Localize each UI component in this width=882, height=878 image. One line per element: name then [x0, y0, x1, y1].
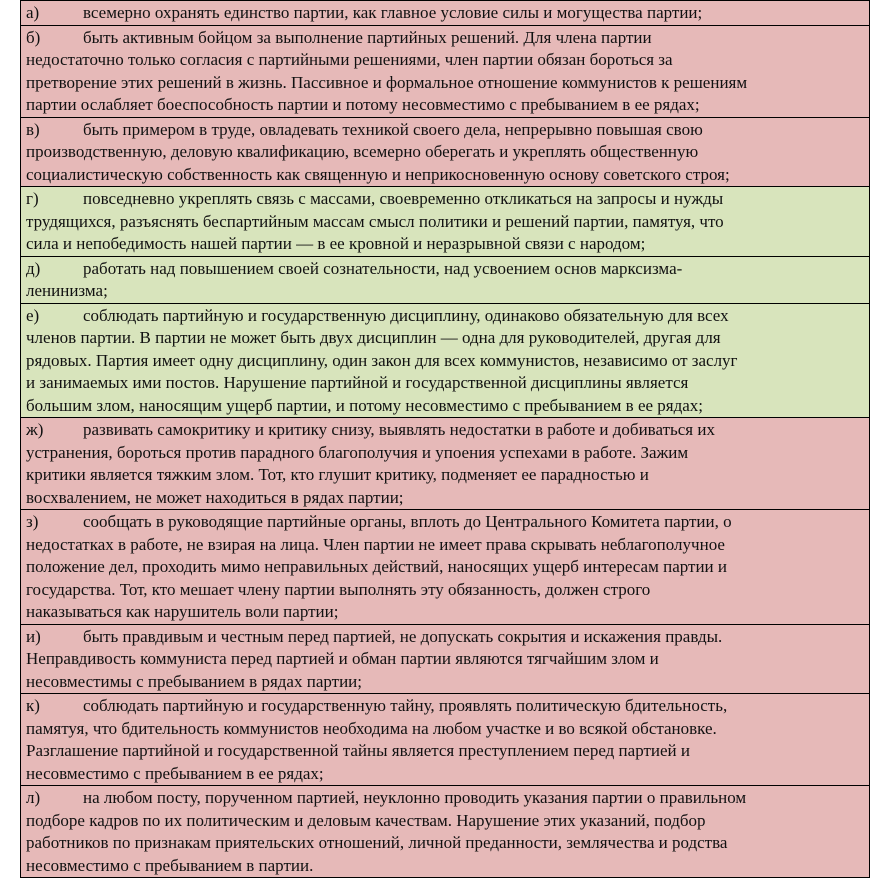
item-text: государства. Тот, кто мешает члену партии выполнять эту обязанность, должен строго — [26, 579, 651, 599]
item-text: сила и непобедимость нашей партии — в ее кровной и неразрывной связи с народом; — [26, 234, 646, 253]
item-text: сообщать в руководящие партийные органы, вплоть до Центрального Комитета партии, о — [83, 512, 732, 531]
item-text: быть правдивым и честным перед партией, не допускать сокрытия и искажения правды. — [83, 626, 723, 646]
text-line — [26, 258, 863, 281]
table-row — [21, 624, 869, 694]
item-text: несовместимы с пребыванием в рядах партии; — [26, 671, 362, 691]
item-label: з) — [26, 512, 39, 531]
item-text: несовместимо с пребыванием в ее рядах; — [26, 763, 324, 783]
item-text: недостаточно только согласия с партийными решениями, член партии обязан бороться за — [26, 50, 673, 69]
item-text: соблюдать партийную и государственную дисциплину, одинаково обязательную для всех — [83, 305, 729, 325]
item-label: л) — [26, 788, 41, 807]
text-line — [26, 464, 863, 487]
text-line — [26, 787, 863, 810]
text-line — [26, 233, 863, 256]
duties-table — [20, 0, 870, 878]
text-line — [26, 832, 863, 855]
text-line — [26, 855, 863, 878]
item-label: и) — [26, 626, 41, 646]
text-line — [26, 601, 863, 624]
item-text: социалистическую собственность как священную и неприкосновенную основу советского строя; — [26, 164, 730, 184]
table-row — [21, 693, 869, 785]
item-text: критики является тяжким злом. Тот, кто глушит критику, подменяет ее парадностью и — [26, 465, 649, 484]
text-line — [26, 188, 863, 211]
table-row — [21, 256, 869, 303]
item-text: ленинизма; — [26, 281, 108, 300]
text-line — [26, 305, 863, 328]
item-text: работников по признакам приятельских отношений, личной преданности, землячества и родства — [26, 833, 728, 852]
item-label: б) — [26, 27, 41, 47]
text-line — [26, 534, 863, 557]
item-text: Неправдивость коммуниста перед партией и обман партии являются тягчайшим злом и — [26, 649, 659, 668]
item-text: наказываться как нарушитель воли партии; — [26, 602, 339, 621]
item-text: на любом посту, порученном партией, неуклонно проводить указания партии о правильном — [83, 788, 747, 807]
item-label: г) — [26, 189, 39, 208]
text-line — [26, 280, 863, 303]
item-text: членов партии. В партии не может быть двух дисциплин — одна для руководителей, другая для — [26, 328, 721, 347]
table-row — [21, 303, 869, 418]
table-row — [21, 25, 869, 117]
text-line — [26, 487, 863, 510]
text-line — [26, 327, 863, 350]
text-line — [26, 442, 863, 465]
table-row — [21, 417, 869, 509]
item-text: недостатках в работе, не взирая на лица. Член партии не имеет права скрывать неблагополучное — [26, 534, 725, 554]
item-label: д) — [26, 258, 41, 278]
item-text: положение дел, проходить мимо неправильных действий, наносящих ущерб интересам партии и — [26, 557, 727, 576]
item-text: быть примером в труде, овладевать техникой своего дела, непрерывно повышая свою — [83, 119, 703, 139]
text-line — [26, 72, 863, 95]
item-text: Разглашение партийной и государственной тайны является преступлением перед партией и — [26, 741, 690, 760]
table-row — [21, 509, 869, 624]
text-line — [26, 419, 863, 442]
item-label: к) — [26, 696, 40, 715]
item-text: быть активным бойцом за выполнение партийных решений. Для члена партии — [83, 27, 652, 47]
text-line — [26, 695, 863, 718]
item-text: претворение этих решений в жизнь. Пассивное и формальное отношение коммунистов к решениям — [26, 72, 748, 92]
item-label: ж) — [26, 420, 44, 439]
item-label: е) — [26, 305, 40, 325]
item-text: устранения, бороться против парадного благополучия и упоения успехами в работе. Зажим — [26, 442, 689, 462]
table-row — [21, 117, 869, 187]
text-line — [26, 2, 863, 25]
table-row — [21, 0, 869, 25]
item-text: всемерно охранять единство партии, как главное условие силы и могущества партии; — [83, 3, 703, 22]
text-line — [26, 141, 863, 164]
text-line — [26, 648, 863, 671]
item-text: большим злом, наносящим ущерб партии, и потому несовместимо с пребыванием в ее рядах; — [26, 395, 704, 415]
text-line — [26, 718, 863, 741]
text-line — [26, 119, 863, 142]
text-line — [26, 671, 863, 694]
item-text: партии ослабляет боеспособность партии и потому несовместимо с пребыванием в ее рядах; — [26, 95, 700, 114]
text-line — [26, 395, 863, 418]
item-text: производственную, деловую квалификацию, всемерно оберегать и укреплять общественную — [26, 142, 699, 161]
table-row — [21, 186, 869, 256]
text-line — [26, 810, 863, 833]
item-text: несовместимо с пребыванием в партии. — [26, 855, 314, 875]
item-text: повседневно укреплять связь с массами, своевременно откликаться на запросы и нужды — [83, 189, 724, 208]
text-line — [26, 626, 863, 649]
text-line — [26, 49, 863, 72]
item-text: развивать самокритику и критику снизу, выявлять недостатки в работе и добиваться их — [83, 420, 715, 439]
text-line — [26, 164, 863, 187]
text-line — [26, 27, 863, 50]
table-row — [21, 785, 869, 877]
text-line — [26, 763, 863, 786]
item-text: трудящихся, разъяснять беспартийным массам смысл политики и решений партии, памятуя, что — [26, 211, 724, 231]
text-line — [26, 372, 863, 395]
item-text: рядовых. Партия имеет одну дисциплину, один закон для всех коммунистов, независимо от заслуг — [26, 350, 738, 370]
text-line — [26, 740, 863, 763]
text-line — [26, 94, 863, 117]
item-text: памятуя, что бдительность коммунистов необходима на любом участке и во всякой обстановке. — [26, 718, 717, 738]
text-line — [26, 579, 863, 602]
text-line — [26, 556, 863, 579]
item-text: работать над повышением своей сознательности, над усвоением основ марксизма- — [83, 258, 683, 278]
text-line — [26, 511, 863, 534]
text-line — [26, 350, 863, 373]
text-line — [26, 211, 863, 234]
item-label: а) — [26, 3, 40, 22]
item-text: восхвалением, не может находиться в рядах партии; — [26, 487, 404, 507]
item-text: соблюдать партийную и государственную тайну, проявлять политическую бдительность, — [83, 696, 728, 715]
item-text: подборе кадров по их политическим и деловым качествам. Нарушение этих указаний, подбор — [26, 810, 706, 830]
item-label: в) — [26, 119, 40, 139]
item-text: и занимаемых ими постов. Нарушение партийной и государственной дисциплины является — [26, 373, 689, 392]
